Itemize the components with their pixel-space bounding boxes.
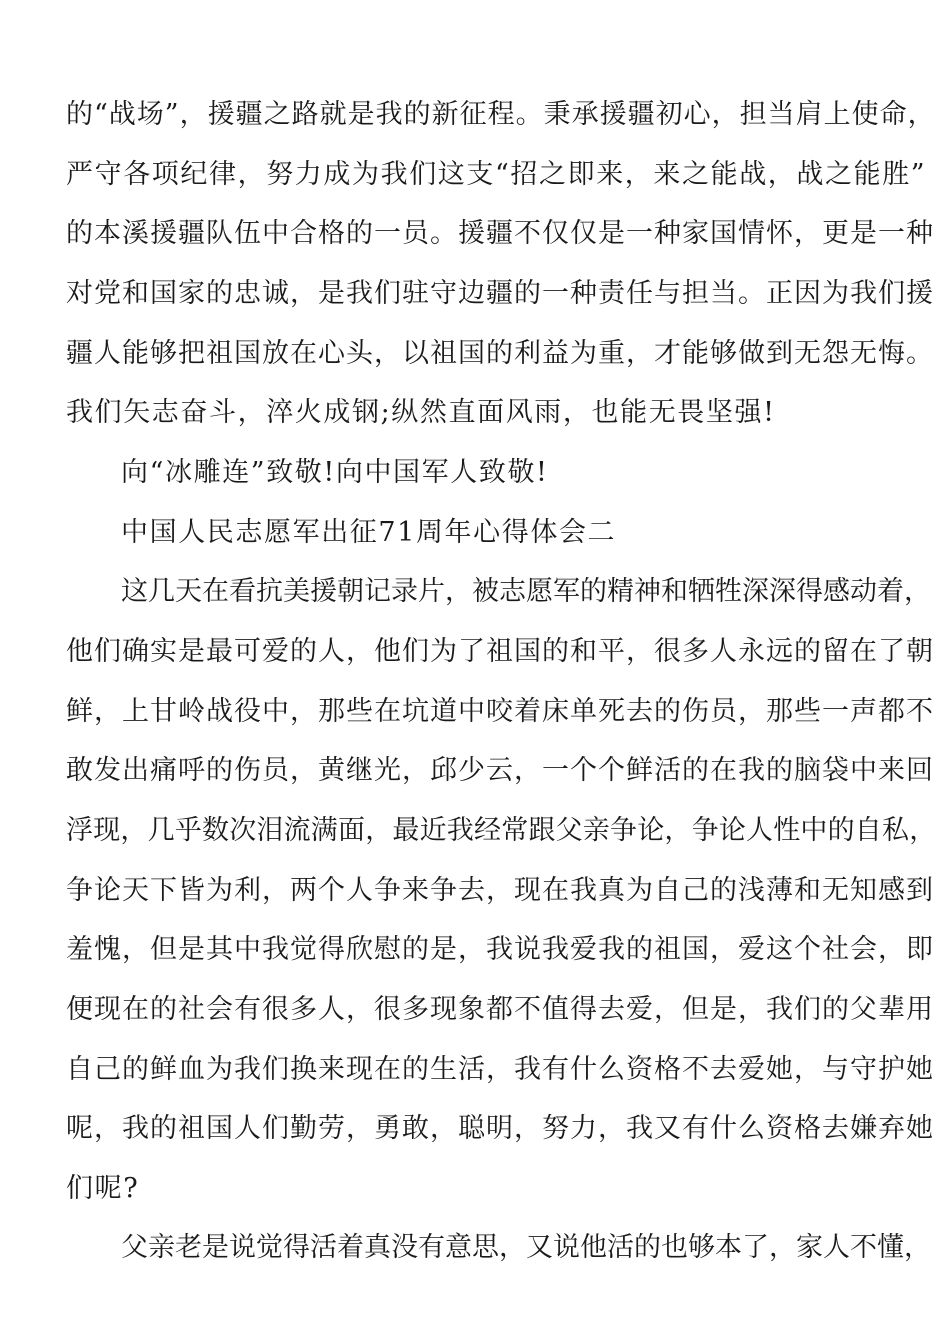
text-line: 自己的鲜血为我们换来现在的生活，我有什么资格不去爱她，与守护她 xyxy=(66,1054,934,1085)
text-line: 严守各项纪律，努力成为我们这支“招之即来，来之能战，战之能胜” xyxy=(66,159,927,190)
text-line: 的“战场”，援疆之路就是我的新征程。秉承援疆初心，担当肩上使命， xyxy=(66,99,936,130)
text-line: 浮现，几乎数次泪流满面，最近我经常跟父亲争论，争论人性中的自私， xyxy=(66,815,937,846)
text-line: 这几天在看抗美援朝记录片，被志愿军的精神和牺牲深深得感动着， xyxy=(121,576,931,607)
text-line: 争论天下皆为利，两个人争来争去，现在我真为自己的浅薄和无知感到 xyxy=(66,875,934,906)
text-line: 鲜，上甘岭战役中，那些在坑道中咬着床单死去的伤员，那些一声都不 xyxy=(66,696,934,727)
text-line: 我们矢志奋斗，淬火成钢;纵然直面风雨，也能无畏坚强! xyxy=(66,397,776,428)
text-line: 便现在的社会有很多人，很多现象都不值得去爱，但是，我们的父辈用 xyxy=(66,994,934,1025)
text-line: 呢，我的祖国人们勤劳，勇敢，聪明，努力，我又有什么资格去嫌弃她 xyxy=(66,1113,934,1144)
text-line: 的本溪援疆队伍中合格的一员。援疆不仅仅是一种家国情怀，更是一种 xyxy=(66,218,934,249)
text-line: 对党和国家的忠诚，是我们驻守边疆的一种责任与担当。正因为我们援 xyxy=(66,278,934,309)
text-line: 们呢? xyxy=(66,1173,140,1204)
text-line: 向“冰雕连”致敬!向中国军人致敬! xyxy=(121,457,549,488)
text-line: 疆人能够把祖国放在心头，以祖国的利益为重，才能够做到无怨无悔。 xyxy=(66,338,934,369)
section-heading: 中国人民志愿军出征71周年心得体会二 xyxy=(121,517,617,548)
text-line: 敢发出痛呼的伤员，黄继光，邱少云，一个个鲜活的在我的脑袋中来回 xyxy=(66,755,934,786)
text-line: 他们确实是最可爱的人，他们为了祖国的和平，很多人永远的留在了朝 xyxy=(66,636,934,667)
text-line: 羞愧，但是其中我觉得欣慰的是，我说我爱我的祖国，爱这个社会，即 xyxy=(66,934,934,965)
text-line: 父亲老是说觉得活着真没有意思，又说他活的也够本了，家人不懂， xyxy=(121,1232,931,1263)
